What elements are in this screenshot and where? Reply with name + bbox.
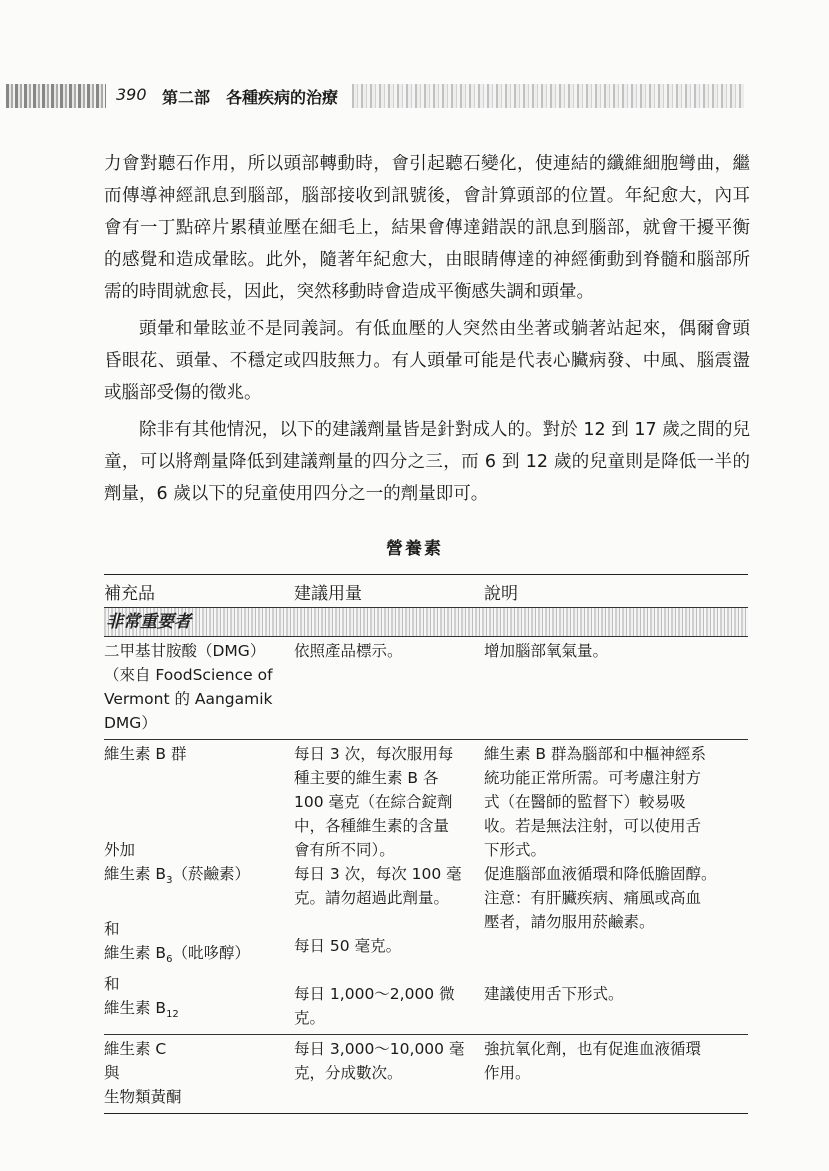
b-notes-line-5: 下形式。 xyxy=(484,841,547,859)
b6-dosage: 每日 50 毫克。 xyxy=(294,937,402,955)
paragraph-3: 除非有其他情況，以下的建議劑量皆是針對成人的。對於 12 到 17 歲之間的兒童，可以將劑量降低到建議劑量的四分之三，而 6 到 12 歲的兒童則是降低一半的劑量，6 歲以下的兒童使用四分之一的劑量即可。 xyxy=(104,420,750,504)
dmg-notes: 增加腦部氧氣量。 xyxy=(484,642,609,660)
b-dosage-line-2: 種主要的維生素 B 各 xyxy=(294,769,439,787)
b-group-name: 維生素 B 群 xyxy=(104,745,187,763)
paragraph-2: 頭暈和暈眩並不是同義詞。有低血壓的人突然由坐著或躺著站起來，偶爾會頭昏眼花、頭暈、不穩定或四肢無力。有人頭暈可能是代表心臟病發、中風、腦震盪或腦部受傷的徵兆。 xyxy=(104,319,750,403)
dmg-name-line-2: （來自 FoodScience of xyxy=(104,666,273,684)
nutrients-table xyxy=(104,574,748,1114)
b6-name: 維生素 $B_6$（吡哆醇） xyxy=(104,944,250,966)
part-title: 第二部 各種疾病的治療 xyxy=(162,88,339,107)
b-dosage-line-5: 會有所不同）。 xyxy=(294,841,395,859)
b12-dosage: 每日 1,000～2,000 微克。 xyxy=(294,985,455,1027)
b12-notes: 建議使用舌下形式。 xyxy=(484,985,624,1003)
b3-name: 維生素 $B_3$（菸鹼素） xyxy=(104,865,250,887)
dmg-name-line-4: DMG） xyxy=(104,714,157,732)
and-label-1: 和 xyxy=(104,920,120,939)
table-row xyxy=(104,1034,748,1114)
b-dosage-line-4: 中，各種維生素的含量 xyxy=(294,817,450,835)
b3-notes-line-2: 注意：有肝臟疾病、痛風或高血 xyxy=(484,889,702,907)
header-dosage: 建議用量 xyxy=(294,584,362,604)
vitc-name-line-3: 生物類黃酮 xyxy=(104,1088,182,1106)
header-supplement: 補充品 xyxy=(104,584,155,604)
table-row xyxy=(104,739,748,1034)
b3-notes-line-1: 促進腦部血液循環和降低膽固醇。 xyxy=(484,865,717,883)
dmg-name-line-3: Vermont 的 Aangamik xyxy=(104,690,273,708)
vitc-notes-line-1: 強抗氧化劑，也有促進血液循環 xyxy=(484,1040,702,1058)
b-dosage-line-1: 每日 3 次，每次服用每 xyxy=(294,745,454,763)
table-row xyxy=(104,636,748,739)
and-label-2: 和 xyxy=(104,975,120,994)
table-title: 營養素 xyxy=(386,539,443,559)
b3-dosage-line-1: 每日 3 次，每次 100 毫 xyxy=(294,865,462,883)
b-dosage-line-3: 100 毫克（在綜合錠劑 xyxy=(294,793,453,811)
vitc-name-line-1: 維生素 C xyxy=(104,1040,167,1058)
paragraph-1: 力會對聽石作用，所以頭部轉動時，會引起聽石變化，使連結的纖維細胞彎曲，繼而傳導神經訊息到腦部，腦部接收到訊號後，會計算頭部的位置。年紀愈大，內耳會有一丁點碎片累積並壓在細毛上，結果會傳達錯誤的訊息到腦部，就會干擾平衡的感覺和造成暈眩。此外，隨著年紀愈大，由眼睛傳達的神經衝動到脊髓和腦部所需的時間就愈長，因此，突然移動時會造成平衡感失調和頭暈。 xyxy=(104,154,750,302)
body-text xyxy=(104,148,750,515)
b3-dosage-line-2: 克。請勿超過此劑量。 xyxy=(294,889,450,907)
page-number: 390 xyxy=(116,85,147,104)
b12-name: 維生素 $B_{12}$ xyxy=(104,999,179,1021)
b-notes-line-1: 維生素 B 群為腦部和中樞神經系 xyxy=(484,745,706,763)
b-notes-line-4: 收。若是無法注射，可以使用舌 xyxy=(484,817,702,835)
b-notes-line-2: 統功能正常所需。可考慮注射方 xyxy=(484,769,702,787)
section-band xyxy=(104,607,748,636)
plus-label: 外加 xyxy=(104,841,136,859)
vitc-dosage-line-2: 克，分成數次。 xyxy=(294,1064,403,1082)
header-decoration-left xyxy=(6,84,106,108)
vitc-name-line-2: 與 xyxy=(104,1064,120,1082)
dmg-name-line-1: 二甲基甘胺酸（DMG） xyxy=(104,642,266,660)
header-decoration-right xyxy=(352,84,744,108)
dmg-dosage: 依照產品標示。 xyxy=(294,642,403,660)
vitc-dosage-line-1: 每日 3,000～10,000 毫 xyxy=(294,1040,465,1058)
section-label: 非常重要者 xyxy=(106,612,191,632)
vitc-notes-line-2: 作用。 xyxy=(484,1064,531,1082)
header-notes: 說明 xyxy=(484,584,518,604)
running-header xyxy=(0,78,760,116)
b-notes-line-3: 式（在醫師的監督下）較易吸 xyxy=(484,793,686,811)
table-header xyxy=(104,574,748,607)
b3-notes-line-3: 壓者，請勿服用菸鹼素。 xyxy=(484,913,655,931)
